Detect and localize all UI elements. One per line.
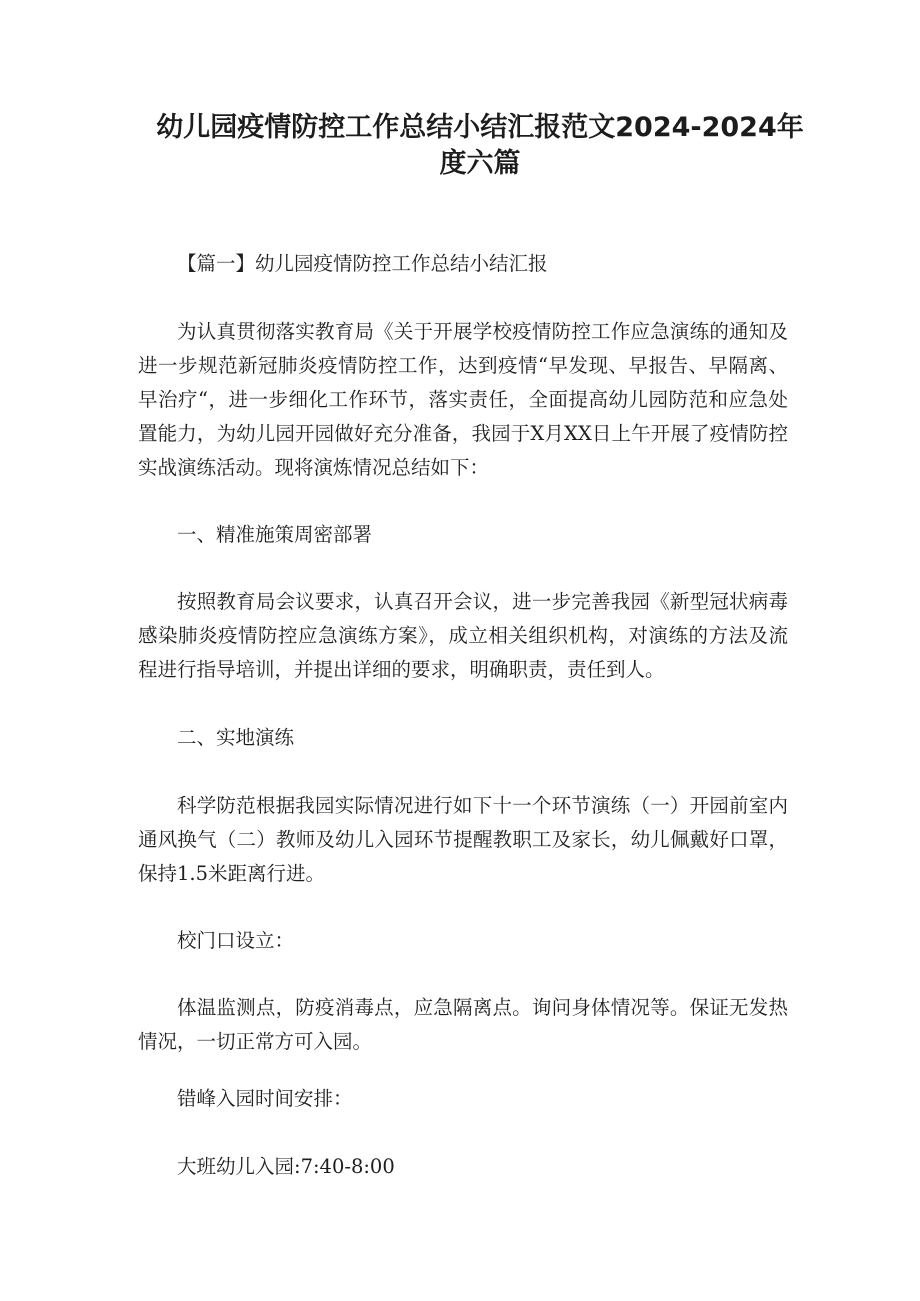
- schedule-big-class: 大班幼儿入园:7:40-8:00: [177, 1155, 395, 1178]
- document-title: 幼儿园疫情防控工作总结小结汇报范文2024-2024年度六篇: [156, 112, 804, 179]
- gate-setup-line: 校门口设立：: [177, 929, 295, 952]
- paragraph-one: 按照教育局会议要求，认真召开会议，进一步完善我园《新型冠状病毒感染肺炎疫情防控应急演练方案》，成立相关组织机构，对演练的方法及流程进行指导培训，并提出详细的要求，明确职责，责任到人。: [138, 590, 788, 681]
- heading-one: 一、精准施策周密部署: [177, 523, 373, 546]
- schedule-heading: 错峰入园时间安排：: [177, 1087, 353, 1110]
- section-heading: 【篇一】幼儿园疫情防控工作总结小结汇报: [177, 252, 548, 275]
- paragraph-three: 体温监测点，防疫消毒点，应急隔离点。询问身体情况等。保证无发热情况，一切正常方可入园。: [138, 996, 788, 1053]
- intro-paragraph: 为认真贯彻落实教育局《关于开展学校疫情防控工作应急演练的通知及进一步规范新冠肺炎疫情防控工作，达到疫情“早发现、早报告、早隔离、早治疗“，进一步细化工作环节，落实责任，全面提高幼儿园防范和应急处置能力，为幼儿园开园做好充分准备，我园于X月XX日上午开展了疫情防控实战演练活动。现将演炼情况总结如下：: [138, 320, 788, 479]
- paragraph-two: 科学防范根据我园实际情况进行如下十一个环节演练（一）开园前室内通风换气（二）教师及幼儿入园环节提醒教职工及家长，幼儿佩戴好口罩，保持1.5米距离行进。: [138, 794, 788, 885]
- heading-two: 二、实地演练: [177, 726, 295, 749]
